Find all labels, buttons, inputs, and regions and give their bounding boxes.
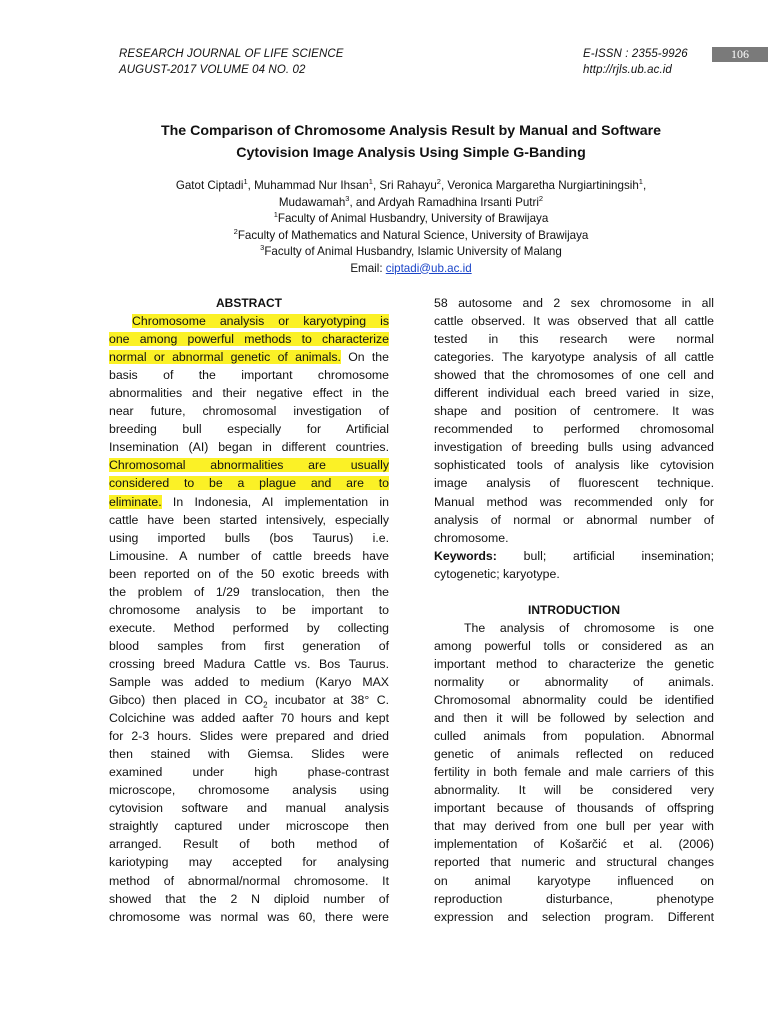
author-name: , and Ardyah Ramadhina Irsanti Putri <box>349 195 539 209</box>
subscript: 2 <box>263 700 268 710</box>
abstract-line: cattle observed. It was observed that all cattle <box>434 314 714 329</box>
abstract-line: execute. Method performed by collecting <box>109 620 389 635</box>
affiliation-marker: 2 <box>436 177 441 187</box>
abstract-line: tested in this research were normal <box>434 332 714 347</box>
page-number: 106 <box>712 47 768 62</box>
author-name: Gatot Ciptadi <box>175 179 244 192</box>
introduction-line: that may derived from one bull per year with <box>434 819 714 834</box>
paper-title <box>100 120 722 164</box>
introduction-line: on animal karyotype influenced on <box>434 873 714 888</box>
abstract-line: cattle have been started intensively, especially <box>109 512 389 527</box>
abstract-line: basis of the important chromosome <box>109 368 389 383</box>
introduction-line: important because of thousands of offspring <box>434 801 714 816</box>
running-header-left <box>119 46 344 78</box>
abstract-line: abnormalities and their negative effect in the <box>109 386 389 401</box>
introduction-line: The analysis of chromosome is one <box>464 620 714 635</box>
abstract-line: 58 autosome and 2 sex chromosome in all <box>434 296 714 310</box>
introduction-heading: INTRODUCTION <box>528 602 620 617</box>
author-line-1 <box>100 178 722 195</box>
abstract-line <box>109 493 389 511</box>
abstract-line: recommended to performed chromosomal <box>434 422 714 437</box>
abstract-text: Gibco) then placed in CO <box>109 693 264 708</box>
author-name: , Sri Rahayu <box>372 179 437 192</box>
abstract-line: breeding bull especially for Artificial <box>109 422 389 437</box>
highlighted-text: Chromosomal abnormalities are usually <box>109 458 389 473</box>
abstract-column <box>109 294 389 926</box>
abstract-line: Sample was added to medium (Karyo MAX <box>109 674 389 689</box>
highlighted-text: eliminate. <box>109 494 162 509</box>
introduction-line: genetic of animals reflected on reduced <box>434 747 714 762</box>
abstract-line <box>109 348 389 366</box>
introduction-line: among powerful tolls or considered as an <box>434 638 714 653</box>
author-name: Mudawamah <box>278 195 346 209</box>
affiliation-marker: 1 <box>638 177 643 187</box>
abstract-line <box>109 474 389 492</box>
journal-eissn: E-ISSN : 2355-9926 <box>583 48 688 60</box>
abstract-line: showed that the 2 N diploid number of <box>109 891 389 906</box>
title-line-1: The Comparison of Chromosome Analysis Result by Manual and Software <box>160 123 662 139</box>
abstract-line: been reported on of the 50 exotic breeds with <box>109 566 389 581</box>
abstract-line: showed that the chromosomes of one cell and <box>434 368 714 383</box>
abstract-line: blood samples from first generation of <box>109 638 389 653</box>
affiliation-text: Faculty of Mathematics and Natural Science, University of Brawijaya <box>237 228 589 242</box>
keywords-text: bull; artificial insemination; <box>496 548 714 563</box>
abstract-line: chromosome was normal was 60, there were <box>109 909 389 924</box>
abstract-text: In Indonesia, AI implementation in <box>161 494 389 509</box>
abstract-line <box>109 330 389 348</box>
journal-name: RESEARCH JOURNAL OF LIFE SCIENCE <box>119 48 344 60</box>
abstract-line: kariotyping may accepted for analysing <box>109 855 389 870</box>
abstract-line: near future, chromosomal investigation of <box>109 404 389 419</box>
abstract-line <box>109 456 389 474</box>
affiliation-text: Faculty of Animal Husbandry, University of Brawijaya <box>277 212 549 225</box>
abstract-line: crossing breed Madura Cattle vs. Bos Taurus. <box>109 656 389 671</box>
abstract-line: microscope, chromosome analysis using <box>109 783 389 798</box>
affiliation-2 <box>100 228 722 245</box>
introduction-line: implementation of Košarčić et al. (2006) <box>434 837 714 852</box>
email-link[interactable]: ciptadi@ub.ac.id <box>385 261 472 275</box>
introduction-line: abnormality. It will be considered very <box>434 783 714 798</box>
abstract-line: examined under high phase-contrast <box>109 765 389 780</box>
email-line <box>100 261 722 278</box>
highlighted-text: normal or abnormal genetic of animals. <box>109 350 341 365</box>
highlighted-text: one among powerful methods to characterize <box>109 332 389 347</box>
affiliation-marker: 3 <box>345 193 350 203</box>
abstract-line: investigation of breeding bulls using advanced <box>434 440 714 455</box>
abstract-line: Insemination (AI) began in different countries. <box>109 440 389 455</box>
introduction-line: fertility in both female and male carriers of this <box>434 765 714 780</box>
abstract-heading: ABSTRACT <box>216 296 282 310</box>
abstract-line: straightly captured under microscope then <box>109 819 389 834</box>
affiliation-1 <box>100 211 722 228</box>
title-line-2: Cytovision Image Analysis Using Simple G-Banding <box>236 145 586 161</box>
author-separator: , <box>642 179 647 192</box>
abstract-line: the problem of 1/29 translocation, then the <box>109 584 389 599</box>
abstract-line: for 2-3 hours. Slides were prepared and dried <box>109 729 389 744</box>
introduction-line: Chromosomal abnormality could be identified <box>434 693 714 708</box>
affiliation-marker: 2 <box>233 226 238 236</box>
abstract-line: chromosome analysis to be important to <box>109 602 389 617</box>
introduction-line: important method to characterize the genetic <box>434 656 714 671</box>
abstract-line: using imported bulls (bos Taurus) i.e. <box>109 530 389 545</box>
abstract-line: sophisticated tools of analysis like cytovision <box>434 458 714 473</box>
author-name: , Muhammad Nur Ihsan <box>247 179 369 192</box>
abstract-line: different individual each breed varied in size, <box>434 386 714 401</box>
introduction-line: normality or abnormality of animals. <box>434 674 714 689</box>
abstract-line: arranged. Result of both method of <box>109 837 389 852</box>
abstract-line: analysis of normal or abnormal number of <box>434 512 714 527</box>
abstract-line: shape and position of centromere. It was <box>434 404 714 419</box>
author-line-2 <box>100 195 722 212</box>
abstract-text: On the <box>340 350 389 365</box>
abstract-line: Limousine. A number of cattle breeds have <box>109 548 389 563</box>
journal-url: http://rjls.ub.ac.id <box>583 64 672 76</box>
affiliation-3 <box>100 244 722 261</box>
abstract-line: Colcichine was added aafter 70 hours and kept <box>109 711 389 726</box>
introduction-line: reproduction disturbance, phenotype <box>434 891 714 906</box>
abstract-line: then stained with Giemsa. Slides were <box>109 747 389 762</box>
author-block <box>100 178 722 277</box>
running-header-right <box>583 46 688 78</box>
highlighted-text: Chromosome analysis or karyotyping is <box>132 314 389 329</box>
introduction-line: and then it will be followed by selection and <box>434 711 714 726</box>
keywords-line: cytogenetic; karyotype. <box>434 566 560 581</box>
abstract-line: chromosome. <box>434 530 509 545</box>
keywords-label: Keywords: <box>434 548 497 563</box>
affiliation-marker: 1 <box>243 177 248 187</box>
author-name: , Veronica Margaretha Nurgiartiningsih <box>440 179 639 192</box>
affiliation-marker: 3 <box>260 243 265 253</box>
abstract-line <box>109 312 389 330</box>
abstract-line: categories. The karyotype analysis of all cattle <box>434 350 714 365</box>
abstract-text: incubator at 38° C. <box>267 693 389 708</box>
journal-issue: AUGUST-2017 VOLUME 04 NO. 02 <box>119 64 306 76</box>
email-label: Email: <box>350 261 386 275</box>
affiliation-text: Faculty of Animal Husbandry, Islamic University of Malang <box>264 245 562 258</box>
affiliation-marker: 1 <box>368 177 373 187</box>
keywords-line <box>434 547 714 565</box>
right-column <box>434 294 714 926</box>
abstract-line: image analysis of fluorescent technique. <box>434 476 714 491</box>
introduction-line: expression and selection program. Different <box>434 909 714 924</box>
affiliation-marker: 1 <box>273 210 278 220</box>
abstract-line <box>109 691 389 709</box>
affiliation-marker: 2 <box>538 193 544 203</box>
abstract-line: cytovision software and manual analysis <box>109 801 389 816</box>
introduction-line: culled animals from population. Abnormal <box>434 729 714 744</box>
introduction-line: reported that numeric and structural changes <box>434 855 714 870</box>
abstract-line: Manual method was recommended only for <box>434 494 714 509</box>
spacer <box>434 583 714 601</box>
highlighted-text: considered to be a plague and are to <box>109 476 389 491</box>
abstract-line: method of abnormal/normal chromosome. It <box>109 873 389 888</box>
